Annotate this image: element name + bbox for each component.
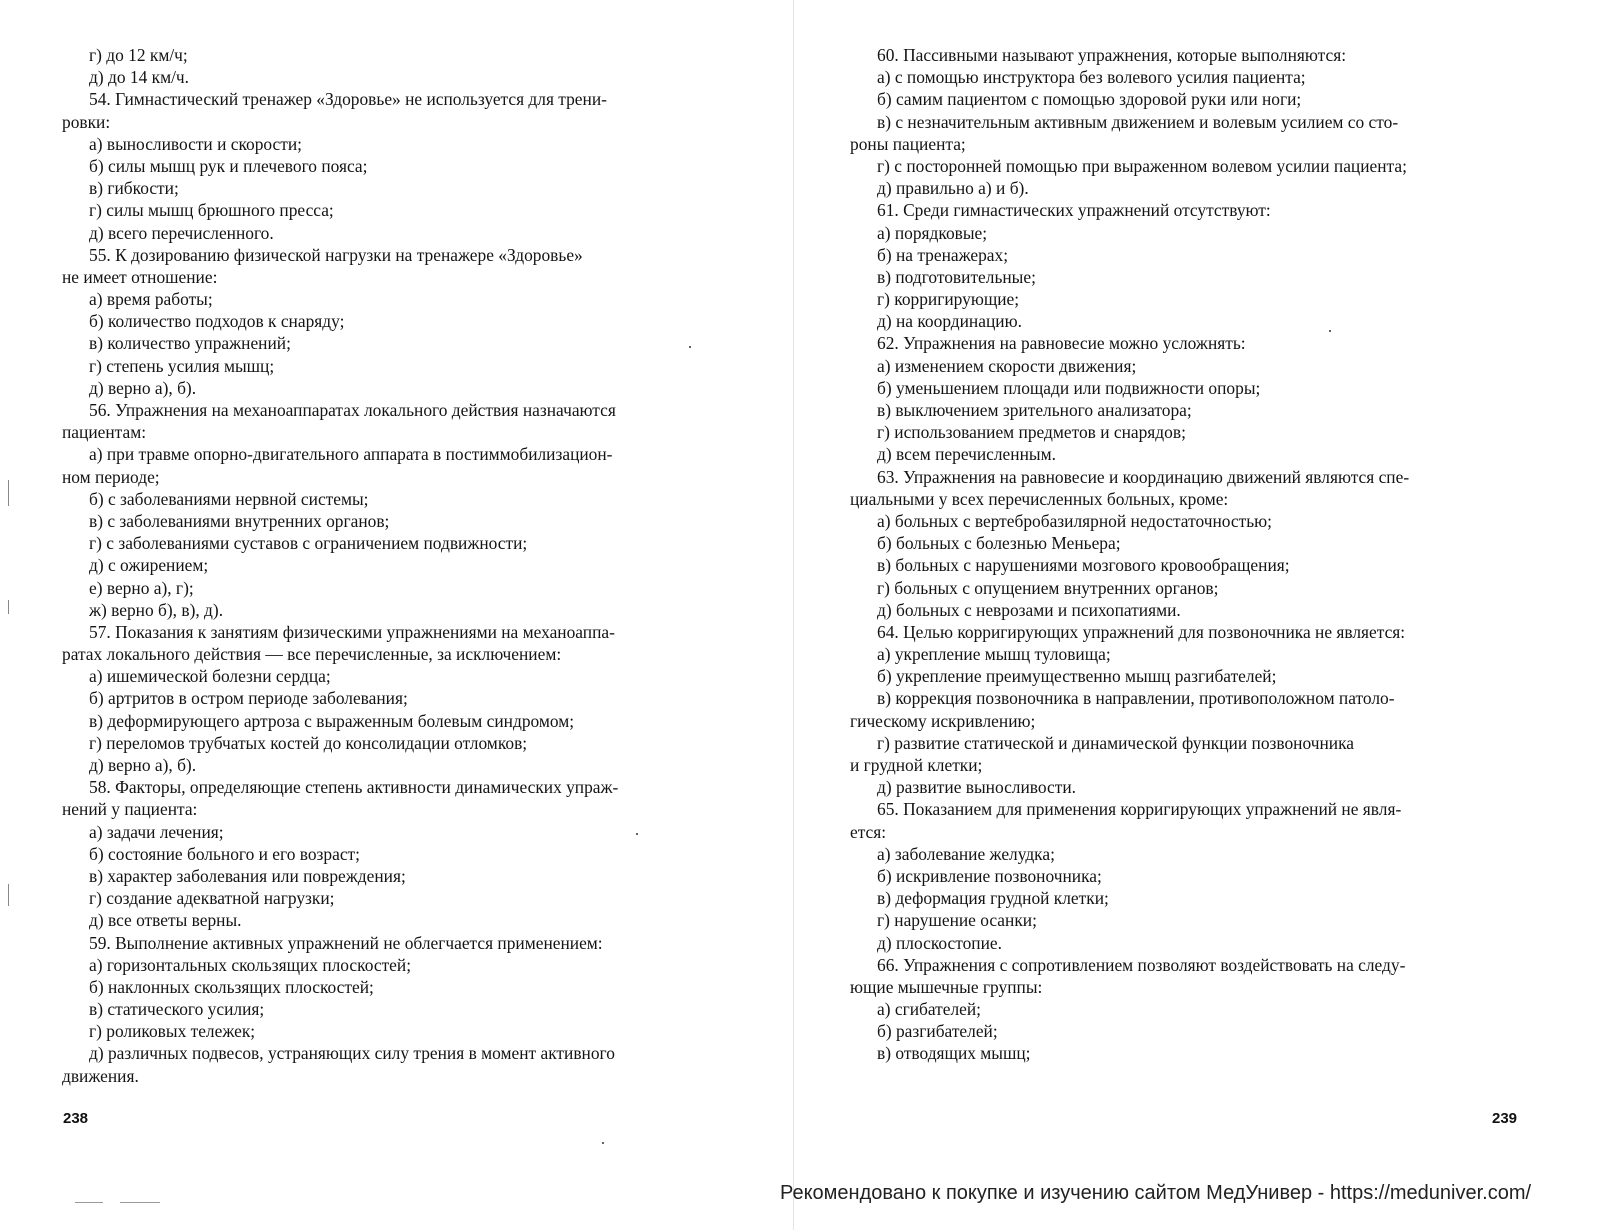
text-line: а) заболевание желудка;: [877, 843, 1055, 864]
text-line: в) статического усилия;: [89, 999, 265, 1020]
text-line: б) силы мышц рук и плечевого пояса;: [89, 155, 368, 176]
scan-mark: [8, 600, 9, 614]
text-line: г) нарушение осанки;: [877, 910, 1037, 931]
text-line: 56. Упражнения на механоаппаратах локального действия назначаются: [89, 400, 616, 420]
text-line: в) выключением зрительного анализатора;: [877, 400, 1192, 420]
text-line: ется:: [850, 821, 887, 842]
text-line: б) больных с болезнью Меньера;: [877, 533, 1121, 554]
scan-speck: [602, 1142, 604, 1144]
text-line: ж) верно б), в), д).: [89, 599, 224, 620]
text-line: д) плоскостопие.: [877, 932, 1002, 953]
text-line: ровки:: [62, 111, 111, 132]
text-line: б) искривление позвоночника;: [877, 865, 1102, 886]
text-line: а) с помощью инструктора без волевого усилия пациента;: [877, 67, 1306, 88]
text-line: в) гибкости;: [89, 178, 179, 199]
text-line: д) всем перечисленным.: [877, 444, 1056, 465]
text-line: а) сгибателей;: [877, 999, 981, 1020]
text-line: д) на координацию.: [877, 311, 1022, 332]
text-line: а) укрепление мышц туловища;: [877, 644, 1111, 665]
text-line: в) больных с нарушениями мозгового кровообращения;: [877, 555, 1290, 576]
scan-mark: [8, 480, 9, 506]
text-line: б) разгибателей;: [877, 1021, 998, 1042]
text-line: а) больных с вертебробазилярной недостаточностью;: [877, 510, 1272, 531]
text-line: г) степень усилия мышц;: [89, 355, 275, 376]
text-line: б) на тренажерах;: [877, 244, 1009, 265]
scan-mark: [8, 884, 9, 906]
text-line: б) укрепление преимущественно мышц разгибателей;: [877, 666, 1277, 687]
text-line: ном периоде;: [62, 466, 160, 487]
page-gutter: [793, 0, 794, 1230]
text-line: в) характер заболевания или повреждения;: [89, 865, 406, 886]
text-line: а) горизонтальных скользящих плоскостей;: [89, 954, 412, 975]
text-line: а) изменением скорости движения;: [877, 355, 1137, 376]
text-line: г) больных с опущением внутренних органов;: [877, 577, 1219, 598]
text-line: а) задачи лечения;: [89, 821, 224, 842]
text-line: в) деформация грудной клетки;: [877, 888, 1109, 909]
text-line: и грудной клетки;: [850, 755, 983, 775]
text-line: не имеет отношение:: [62, 266, 218, 287]
text-line: 60. Пассивными называют упражнения, которые выполняются:: [877, 45, 1347, 65]
scan-line: [120, 1202, 160, 1203]
text-line: в) подготовительные;: [877, 266, 1036, 287]
text-line: циальными у всех перечисленных больных, кроме:: [850, 488, 1229, 509]
text-line: в) количество упражнений;: [89, 333, 291, 354]
text-line: а) время работы;: [89, 289, 213, 310]
text-line: д) до 14 км/ч.: [89, 67, 189, 88]
text-line: е) верно а), г);: [89, 577, 194, 598]
text-line: в) отводящих мышц;: [877, 1043, 1031, 1064]
text-line: д) всего перечисленного.: [89, 222, 274, 243]
footer-recommendation-note: Рекомендовано к покупке и изучению сайтом МедУнивер - https://meduniver.com/: [780, 1182, 1532, 1204]
text-line: в) с незначительным активным движением и волевым усилием со сто-: [877, 111, 1399, 132]
text-line: г) силы мышц брюшного пресса;: [89, 200, 334, 221]
text-line: г) развитие статической и динамической функции позвоночника: [877, 732, 1354, 753]
text-line: д) с ожирением;: [89, 555, 209, 576]
text-line: б) артритов в остром периоде заболевания;: [89, 688, 408, 709]
text-line: б) количество подходов к снаряду;: [89, 311, 345, 332]
text-line: д) различных подвесов, устраняющих силу трения в момент активного: [89, 1043, 615, 1064]
text-line: 59. Выполнение активных упражнений не облегчается применением:: [89, 932, 603, 953]
text-line: пациентам:: [62, 422, 147, 443]
text-line: в) деформирующего артроза с выраженным болевым синдромом;: [89, 710, 575, 731]
text-line: 55. К дозированию физической нагрузки на тренажере «Здоровье»: [89, 244, 583, 265]
text-line: роны пациента;: [850, 133, 966, 154]
text-line: д) развитие выносливости.: [877, 777, 1076, 798]
left-page: [62, 44, 742, 1087]
text-line: 54. Гимнастический тренажер «Здоровье» не используется для трени-: [89, 89, 607, 110]
page-number-right: 239: [1492, 1110, 1518, 1127]
text-line: ющие мышечные группы:: [850, 976, 1043, 997]
text-line: 58. Факторы, определяющие степень активности динамических упраж-: [89, 777, 619, 798]
text-line: нений у пациента:: [62, 799, 198, 820]
text-line: г) роликовых тележек;: [89, 1021, 256, 1042]
text-line: 63. Упражнения на равновесие и координацию движений являются спе-: [877, 466, 1410, 487]
text-line: г) до 12 км/ч;: [89, 45, 188, 65]
text-line: д) больных с неврозами и психопатиями.: [877, 599, 1181, 620]
text-line: 66. Упражнения с сопротивлением позволяют воздействовать на следу-: [877, 954, 1406, 975]
text-line: г) с заболеваниями суставов с ограничением подвижности;: [89, 533, 528, 554]
text-line: г) переломов трубчатых костей до консолидации отломков;: [89, 732, 528, 753]
text-line: б) с заболеваниями нервной системы;: [89, 488, 369, 509]
text-line: г) корригирующие;: [877, 289, 1020, 310]
text-line: б) состояние больного и его возраст;: [89, 843, 360, 864]
text-line: д) все ответы верны.: [89, 910, 242, 931]
text-line: в) с заболеваниями внутренних органов;: [89, 510, 390, 531]
text-line: 61. Среди гимнастических упражнений отсутствуют:: [877, 200, 1271, 221]
text-line: д) правильно а) и б).: [877, 178, 1029, 199]
text-line: а) ишемической болезни сердца;: [89, 666, 331, 687]
text-line: а) при травме опорно-двигательного аппарата в постиммобилизацион-: [89, 444, 613, 465]
scan-line: [75, 1202, 103, 1203]
text-line: ратах локального действия — все перечисленные, за исключением:: [62, 644, 562, 665]
text-line: д) верно а), б).: [89, 377, 197, 398]
text-line: б) самим пациентом с помощью здоровой руки или ноги;: [877, 89, 1302, 110]
text-line: 57. Показания к занятиям физическими упражнениями на механоаппа-: [89, 621, 615, 642]
right-page: [850, 44, 1540, 1065]
text-line: движения.: [62, 1065, 139, 1086]
text-line: г) создание адекватной нагрузки;: [89, 888, 335, 909]
text-line: б) уменьшением площади или подвижности опоры;: [877, 377, 1261, 398]
text-line: г) использованием предметов и снарядов;: [877, 422, 1186, 443]
text-line: 62. Упражнения на равновесие можно усложнять:: [877, 333, 1246, 354]
text-line: в) коррекция позвоночника в направлении, противоположном патоло-: [877, 688, 1395, 709]
text-line: гическому искривлению;: [850, 710, 1036, 731]
text-line: а) порядковые;: [877, 222, 988, 243]
text-line: б) наклонных скользящих плоскостей;: [89, 976, 374, 997]
text-line: г) с посторонней помощью при выраженном волевом усилии пациента;: [877, 155, 1407, 176]
text-line: 65. Показанием для применения корригирующих упражнений не явля-: [877, 799, 1402, 820]
text-line: 64. Целью корригирующих упражнений для позвоночника не является:: [877, 621, 1406, 642]
text-line: д) верно а), б).: [89, 755, 197, 775]
text-line: а) выносливости и скорости;: [89, 133, 303, 154]
page-number-left: 238: [63, 1110, 89, 1127]
